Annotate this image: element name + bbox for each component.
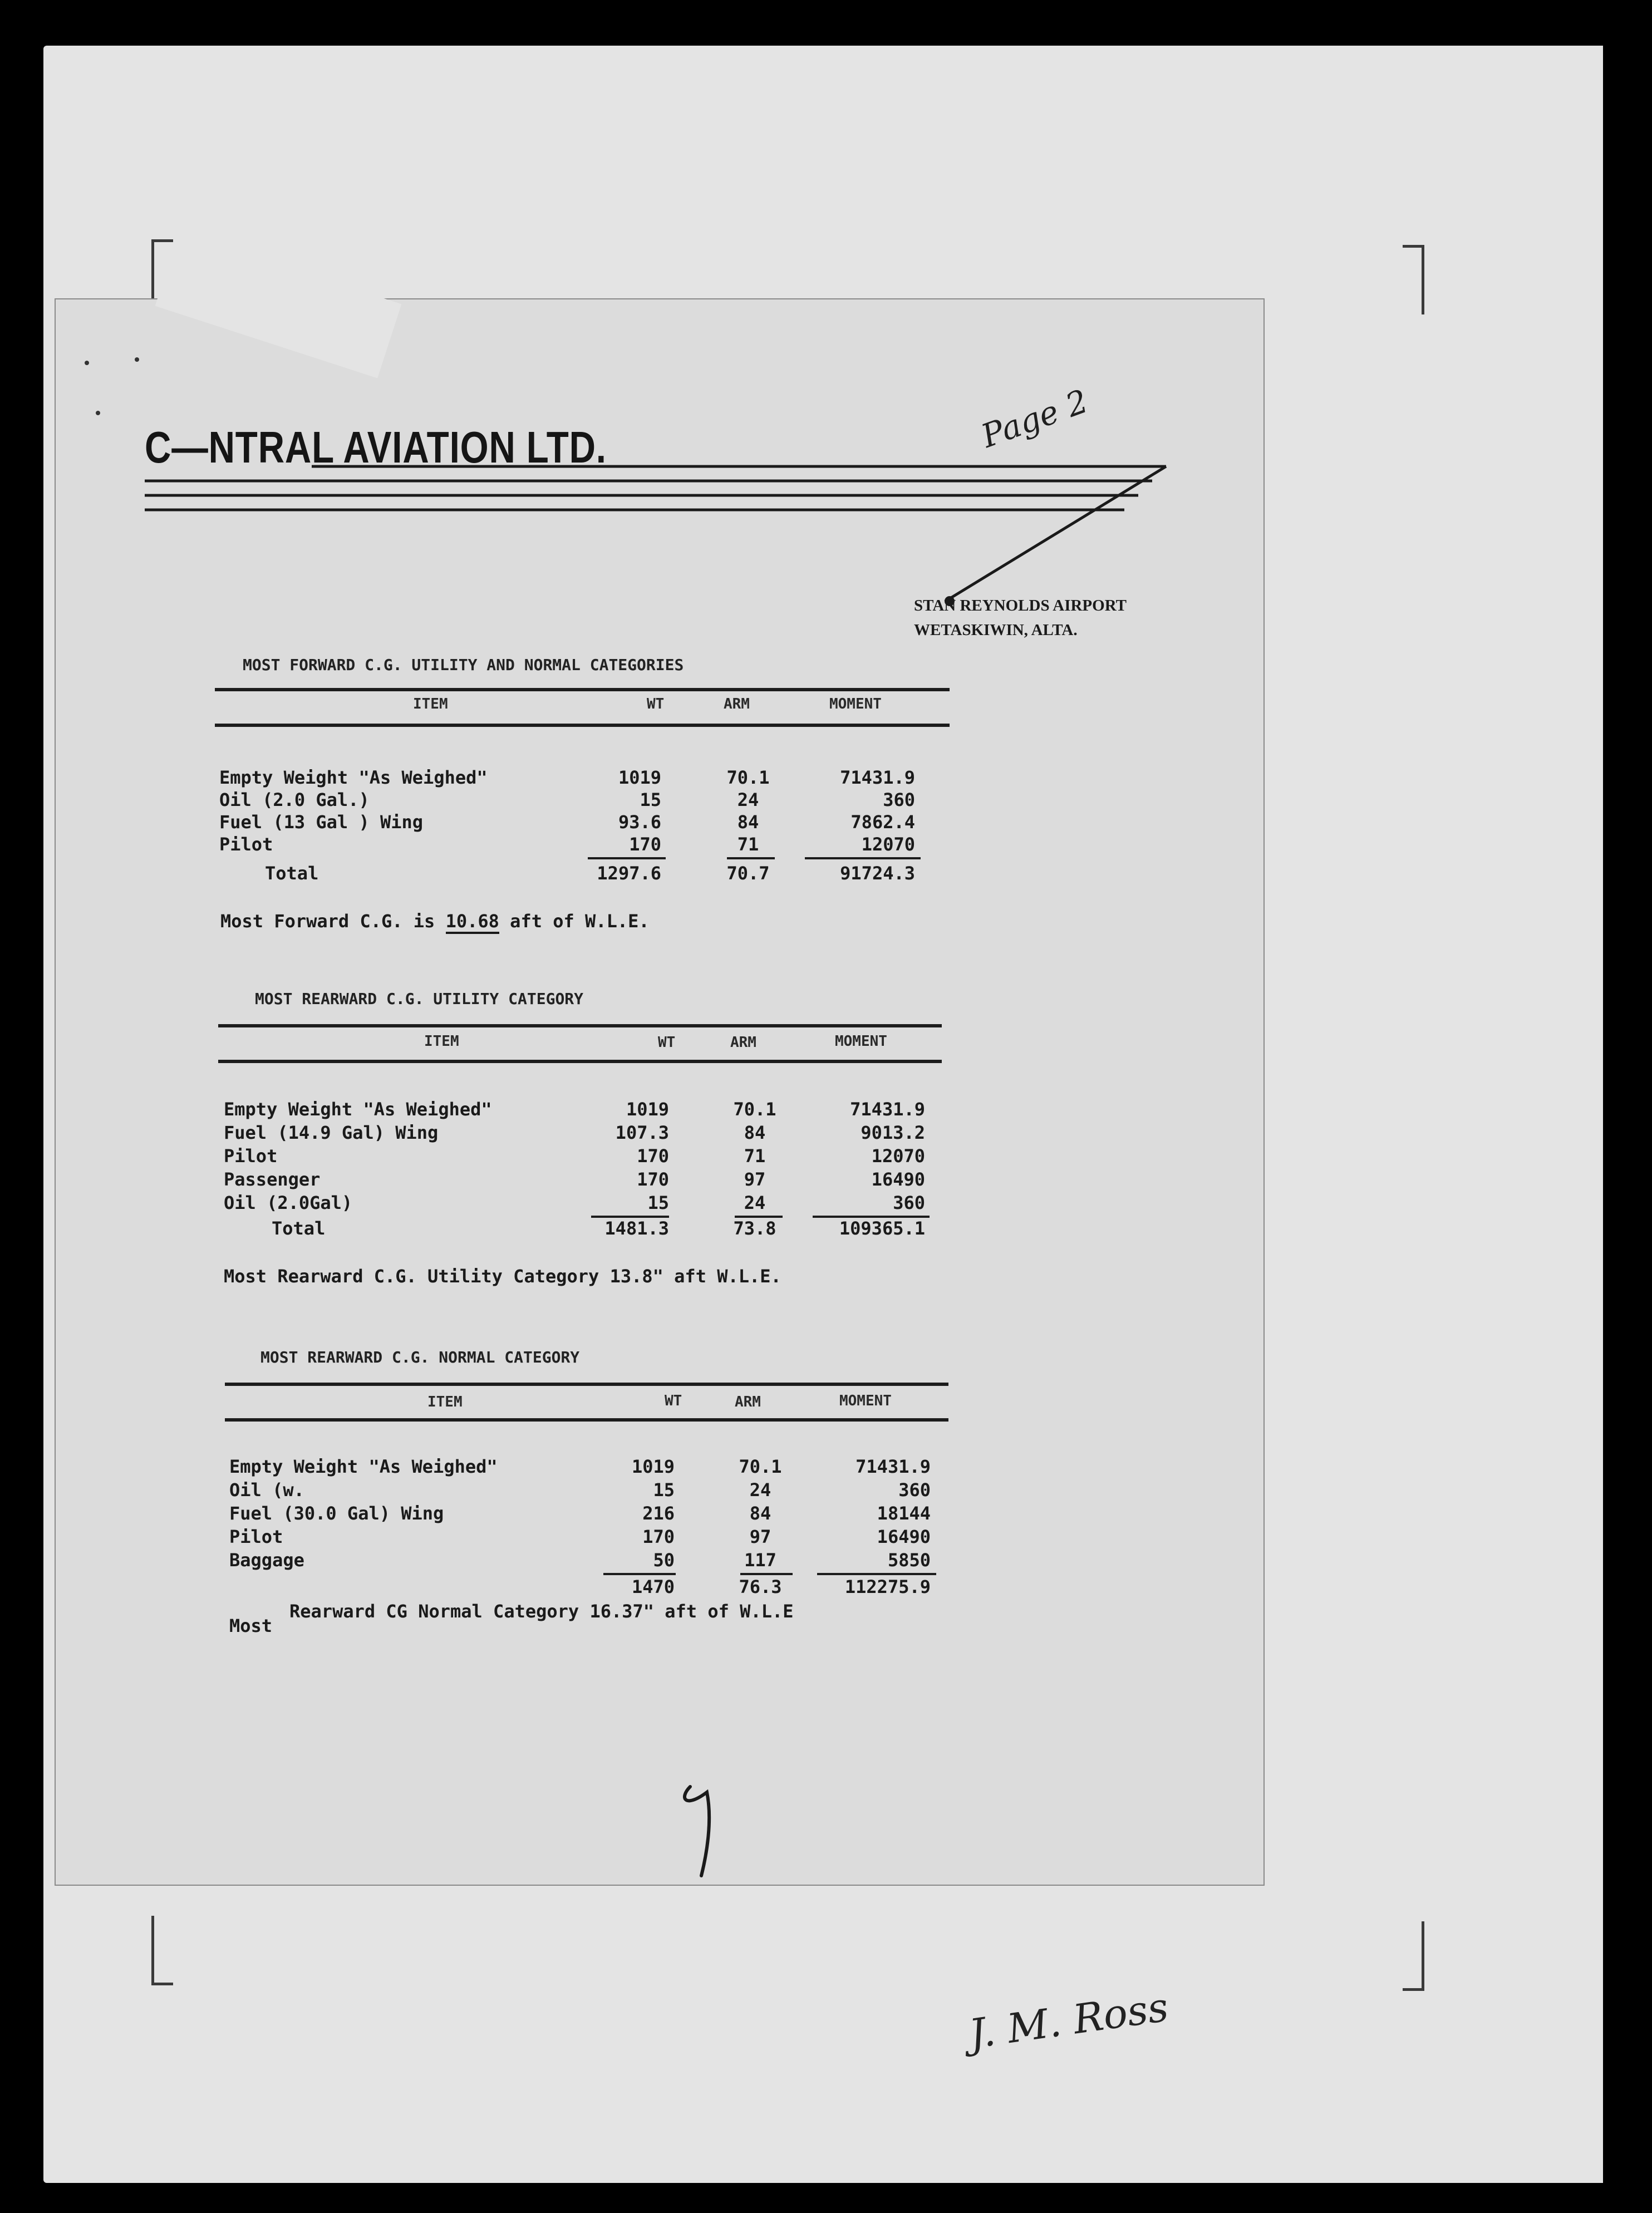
cg-note-word: Most [229, 1615, 273, 1636]
header-rule [225, 1418, 948, 1422]
cell-moment: 109365.1 [839, 1218, 925, 1239]
table-row [224, 1192, 947, 1214]
cg-note [220, 911, 650, 932]
table-row [229, 1479, 953, 1502]
film-edge [1603, 0, 1652, 2213]
cell-wt: 170 [637, 1169, 669, 1190]
cell-wt: 1470 [631, 1576, 675, 1597]
table-row [219, 812, 943, 834]
cell-arm: 76.3 [739, 1576, 782, 1597]
cell-item: Oil (2.0 Gal.) [219, 789, 370, 810]
table-total-row [224, 1218, 947, 1240]
header-rule [225, 1383, 948, 1386]
cell-wt: 1019 [618, 767, 661, 788]
cell-arm: 70.1 [726, 767, 770, 788]
cell-wt: 107.3 [615, 1122, 669, 1143]
header-rule [218, 1060, 942, 1063]
cell-wt: 15 [653, 1479, 675, 1501]
header-rule [215, 724, 950, 727]
table-title: MOST REARWARD C.G. UTILITY CATEGORY [255, 990, 584, 1008]
cell-arm: 70.1 [733, 1099, 776, 1120]
crop-mark-bottom-left [151, 1916, 173, 1985]
document-page [56, 299, 1263, 2058]
header-rule [215, 688, 950, 691]
address-line: STAN REYNOLDS AIRPORT [914, 597, 1127, 614]
table-total-row [219, 863, 943, 885]
cell-wt: 1019 [626, 1099, 669, 1120]
cell-item: Oil (w. [229, 1479, 304, 1501]
cell-wt: 1297.6 [597, 863, 661, 884]
cell-moment: 16490 [871, 1169, 925, 1190]
cell-moment: 16490 [877, 1526, 931, 1547]
company-name: C—NTRAL AVIATION LTD. [145, 422, 607, 472]
table-row [224, 1169, 947, 1191]
header-rule [218, 1024, 942, 1027]
address-line: WETASKIWIN, ALTA. [914, 621, 1078, 639]
column-header-moment: MOMENT [835, 1033, 887, 1050]
table-most-rearward-normal [225, 1348, 1015, 1660]
sum-line [740, 1573, 793, 1575]
cell-moment: 71431.9 [840, 767, 915, 788]
cell-moment: 360 [893, 1192, 925, 1213]
handwritten-page-number: Page 2 [976, 382, 1093, 455]
cell-item: Oil (2.0Gal) [224, 1192, 353, 1213]
cell-arm: 24 [749, 1479, 771, 1501]
cell-arm: 70.7 [726, 863, 770, 884]
table-row [229, 1503, 953, 1525]
cell-arm: 84 [737, 812, 759, 833]
column-header-item: ITEM [424, 1033, 459, 1050]
cell-moment: 12070 [871, 1145, 925, 1167]
table-total-row [229, 1576, 953, 1599]
cell-moment: 360 [898, 1479, 931, 1501]
punch-mark [96, 411, 100, 415]
cell-moment: 12070 [861, 834, 915, 855]
cell-arm: 71 [744, 1145, 766, 1167]
column-header-arm: ARM [735, 1394, 761, 1410]
column-header-moment: MOMENT [839, 1393, 892, 1409]
table-row [219, 789, 943, 812]
cell-wt: 216 [642, 1503, 675, 1524]
column-header-arm: ARM [730, 1034, 756, 1051]
cg-note: Most Rearward C.G. Utility Category 13.8" aft W.L.E. [224, 1266, 781, 1287]
cg-note-text: aft of W.L.E. [499, 911, 650, 932]
cell-wt: 50 [653, 1550, 675, 1571]
column-header-arm: ARM [724, 696, 750, 712]
cell-wt: 1481.3 [604, 1218, 669, 1239]
cell-moment: 9013.2 [861, 1122, 925, 1143]
cg-note: Rearward CG Normal Category 16.37" aft of W.L.E [289, 1601, 794, 1622]
cell-moment: 18144 [877, 1503, 931, 1524]
cell-wt: 15 [647, 1192, 669, 1213]
company-address [914, 593, 1127, 642]
cell-wt: 170 [642, 1526, 675, 1547]
punch-mark [135, 357, 139, 362]
cell-arm: 71 [737, 834, 759, 855]
column-header-wt: WT [665, 1393, 682, 1409]
table-row [229, 1456, 953, 1478]
crop-mark-bottom-right [1403, 1921, 1424, 1991]
cell-arm: 84 [749, 1503, 771, 1524]
table-row [224, 1122, 947, 1144]
sum-line [727, 857, 775, 859]
table-title: MOST REARWARD C.G. NORMAL CATEGORY [260, 1348, 580, 1366]
cell-wt: 1019 [631, 1456, 675, 1477]
cell-item: Fuel (13 Gal ) Wing [219, 812, 424, 833]
cell-arm: 97 [749, 1526, 771, 1547]
table-most-forward-cg [215, 656, 1005, 967]
punch-mark [85, 361, 89, 365]
cell-item: Empty Weight "As Weighed" [219, 767, 488, 788]
cell-item: Pilot [229, 1526, 283, 1547]
table-title: MOST FORWARD C.G. UTILITY AND NORMAL CATEGORIES [243, 656, 684, 674]
cell-wt: 93.6 [618, 812, 661, 833]
cell-moment: 71431.9 [856, 1456, 931, 1477]
cg-note-value: 10.68 [446, 911, 499, 934]
cell-moment: 71431.9 [850, 1099, 925, 1120]
sum-line [588, 857, 666, 859]
cell-arm: 97 [744, 1169, 766, 1190]
cell-item: Fuel (14.9 Gal) Wing [224, 1122, 439, 1143]
cell-wt: 170 [629, 834, 661, 855]
sum-line [805, 857, 921, 859]
cell-moment: 5850 [887, 1550, 931, 1571]
cell-item: Baggage [229, 1550, 304, 1571]
table-row [219, 767, 943, 789]
cell-item: Passenger [224, 1169, 321, 1190]
column-header-wt: WT [658, 1034, 676, 1051]
cell-item: Pilot [224, 1145, 278, 1167]
column-header-wt: WT [647, 696, 665, 712]
table-row [224, 1099, 947, 1121]
cell-arm: 70.1 [739, 1456, 782, 1477]
sum-line [603, 1573, 676, 1575]
cell-item: Pilot [219, 834, 273, 855]
cell-item: Empty Weight "As Weighed" [229, 1456, 498, 1477]
handwritten-mark [668, 1776, 735, 1887]
column-header-moment: MOMENT [829, 696, 882, 712]
sum-line [817, 1573, 936, 1575]
cell-moment: 360 [883, 789, 915, 810]
table-most-rearward-utility [218, 990, 1009, 1324]
table-row [219, 834, 943, 856]
cell-wt: 15 [640, 789, 661, 810]
table-row [229, 1526, 953, 1548]
cell-moment: 91724.3 [840, 863, 915, 884]
table-row [229, 1550, 953, 1572]
cell-arm: 24 [737, 789, 759, 810]
cell-moment: 112275.9 [844, 1576, 931, 1597]
cell-wt: 170 [637, 1145, 669, 1167]
cell-item: Empty Weight "As Weighed" [224, 1099, 492, 1120]
cell-arm: 24 [744, 1192, 766, 1213]
signature: J. M. Ross [966, 1983, 1172, 2058]
cell-item: Total [265, 863, 319, 884]
cell-arm: 73.8 [733, 1218, 776, 1239]
cg-note-text: Most Forward C.G. is [220, 911, 446, 932]
crop-mark-top-right [1403, 245, 1424, 314]
cell-item: Fuel (30.0 Gal) Wing [229, 1503, 444, 1524]
column-header-item: ITEM [427, 1394, 463, 1410]
table-row [224, 1145, 947, 1168]
cell-moment: 7862.4 [850, 812, 915, 833]
cell-arm: 84 [744, 1122, 766, 1143]
cell-arm: 117 [744, 1550, 776, 1571]
cell-item: Total [272, 1218, 326, 1239]
column-header-item: ITEM [413, 696, 448, 712]
